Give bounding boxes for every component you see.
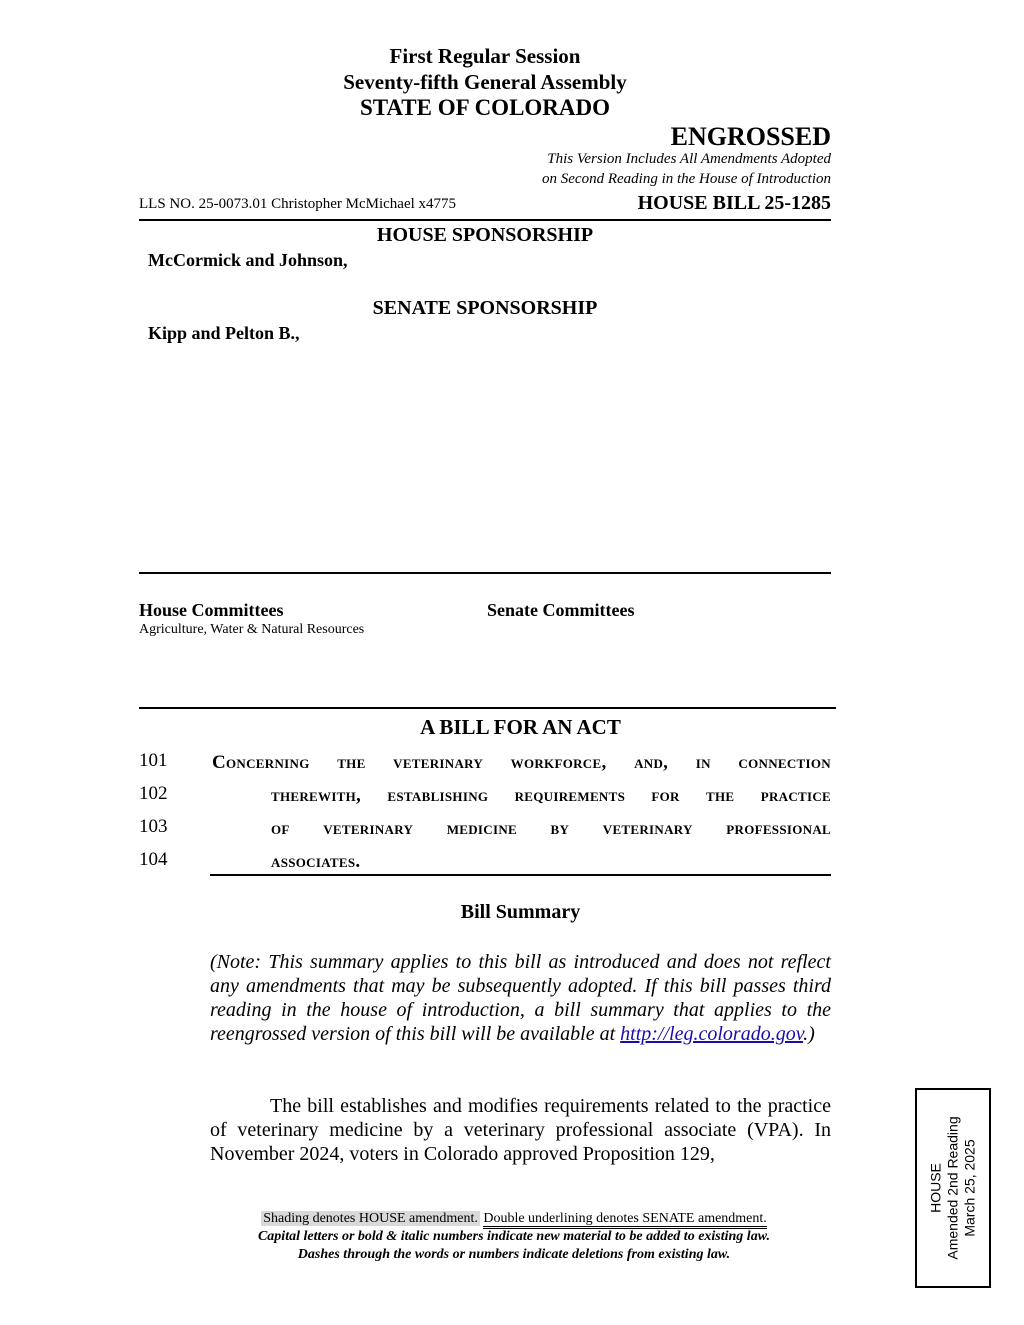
session-title: First Regular Session xyxy=(389,44,581,68)
bill-number: HOUSE BILL 25-1285 xyxy=(637,192,831,214)
house-committees-heading: House Committees xyxy=(139,600,284,620)
act-divider xyxy=(210,874,831,876)
summary-note-end: .) xyxy=(803,1023,815,1045)
senate-amendment-note: Double underlining denotes SENATE amendment. xyxy=(483,1211,766,1229)
line-number: 103 xyxy=(139,816,168,837)
line-number: 101 xyxy=(139,750,168,771)
senate-sponsors: Kipp and Pelton B., xyxy=(148,323,300,343)
sponsorship-divider xyxy=(139,572,831,574)
lls-number: LLS NO. 25-0073.01 Christopher McMichael x4775 xyxy=(139,196,457,212)
amendment-stamp xyxy=(915,1088,991,1288)
committees-divider xyxy=(139,707,836,709)
house-sponsors: McCormick and Johnson, xyxy=(148,250,348,270)
stamp-line-2: Amended 2nd Reading xyxy=(944,1116,961,1260)
capitals-note: Capital letters or bold & italic numbers indicate new material to be added to existing law. xyxy=(257,1229,771,1244)
senate-committees-heading: Senate Committees xyxy=(487,600,635,620)
act-line-101: Concerning the veterinary workforce, and, in connection xyxy=(212,752,831,773)
stamp-text xyxy=(928,1116,979,1259)
dashes-note: Dashes through the words or numbers indicate deletions from existing law. xyxy=(297,1247,731,1262)
senate-sponsorship-heading: SENATE SPONSORSHIP xyxy=(372,297,598,319)
line-number: 102 xyxy=(139,783,168,804)
stamp-line-3: March 25, 2025 xyxy=(961,1139,978,1237)
act-line-104: associates. xyxy=(271,851,361,872)
house-sponsorship-heading: HOUSE SPONSORSHIP xyxy=(376,224,594,246)
act-line-103: of veterinary medicine by veterinary professional xyxy=(271,818,831,839)
bill-summary-heading: Bill Summary xyxy=(460,901,581,923)
summary-note xyxy=(210,950,831,1046)
assembly-title: Seventy-fifth General Assembly xyxy=(343,70,627,94)
version-note-line-1: This Version Includes All Amendments Adopted xyxy=(547,151,831,167)
state-title: STATE OF COLORADO xyxy=(359,95,611,120)
engrossed-label: ENGROSSED xyxy=(670,122,831,151)
house-amendment-note: Shading denotes HOUSE amendment. xyxy=(263,1211,478,1226)
act-title: A BILL FOR AN ACT xyxy=(420,715,621,739)
amendment-legend xyxy=(139,1211,889,1227)
line-number: 104 xyxy=(139,849,168,870)
house-committees-list: Agriculture, Water & Natural Resources xyxy=(139,622,365,637)
summary-note-text: (Note: This summary applies to this bill as introduced and does not reflect any amendments that may be subsequently adopted. If this bill passes third reading in the house of introduction, a bill summary that applies to the reengrossed version of this bill will be available at xyxy=(210,951,831,1045)
header-divider xyxy=(139,219,831,221)
summary-body: The bill establishes and modifies requirements related to the practice of veterinary medicine by a veterinary professional associate (VPA). In November 2024, voters in Colorado approved Proposition 129, xyxy=(210,1095,831,1165)
act-line-102: therewith, establishing requirements for the practice xyxy=(271,785,831,806)
version-note-line-2: on Second Reading in the House of Introduction xyxy=(542,171,831,187)
stamp-line-1: HOUSE xyxy=(927,1163,944,1213)
leg-colorado-link[interactable]: http://leg.colorado.gov xyxy=(620,1023,804,1045)
